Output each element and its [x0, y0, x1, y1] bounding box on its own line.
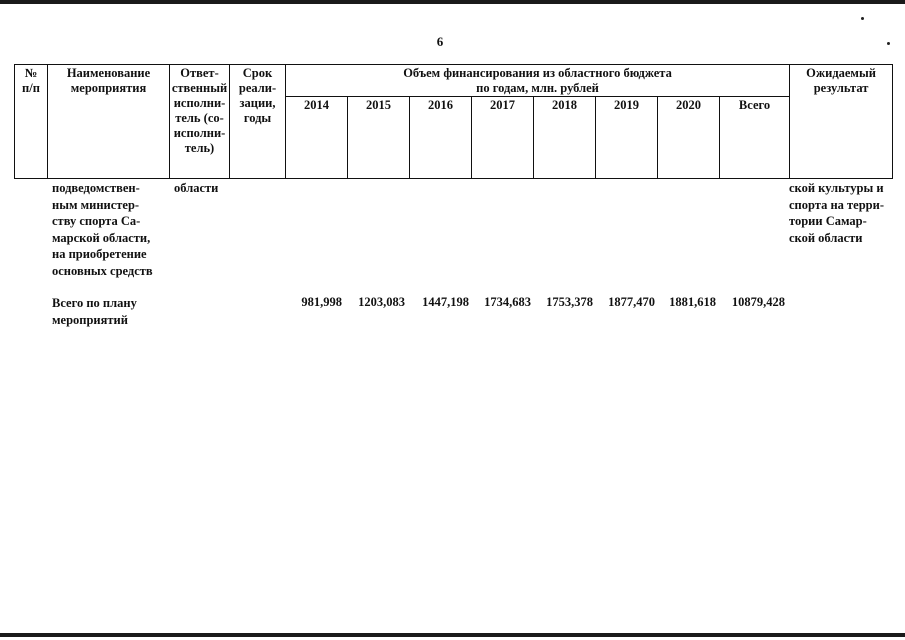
page-number: 6	[436, 34, 444, 49]
total-2017: 1734,683	[484, 295, 531, 309]
header-name-column: Наименование мероприятия	[48, 65, 170, 179]
funding-table-header	[14, 64, 893, 179]
scan-speck	[887, 42, 890, 45]
header-number-column: № п/п	[15, 65, 48, 179]
event-name-continuation: подведомствен- ным министер- ству спорта Са- марской области, на приобретение основных средств	[52, 181, 153, 278]
header-funding-group: Объем финансирования из областного бюджета по годам, млн. рублей	[286, 65, 790, 97]
bottom-scan-border	[0, 633, 905, 637]
header-term-column: Срок реали- зации, годы	[230, 65, 286, 179]
total-2014: 981,998	[301, 295, 342, 309]
top-scan-border	[0, 0, 905, 4]
header-year-cell: 2019	[596, 97, 658, 179]
result-continuation: ской культуры и спорта на терри- тории Самар- ской области	[789, 181, 884, 245]
header-total-cell: Всего	[720, 97, 790, 179]
header-year-cell: 2014	[286, 97, 348, 179]
header-year-cell: 2020	[658, 97, 720, 179]
total-2015: 1203,083	[358, 295, 405, 309]
total-2016: 1447,198	[422, 295, 469, 309]
total-row-label: Всего по плану мероприятий	[52, 296, 137, 327]
total-2020: 1881,618	[669, 295, 716, 309]
header-year-cell: 2015	[348, 97, 410, 179]
header-result-column: Ожидаемый результат	[790, 65, 893, 179]
scan-speck	[861, 17, 864, 20]
total-2018: 1753,378	[546, 295, 593, 309]
header-year-cell: 2016	[410, 97, 472, 179]
responsible-continuation: области	[174, 181, 219, 195]
header-responsible-column: Ответ- ственный исполни- тель (со- исполни- тель)	[170, 65, 230, 179]
header-year-cell: 2018	[534, 97, 596, 179]
total-all-years: 10879,428	[731, 295, 785, 309]
header-year-cell: 2017	[472, 97, 534, 179]
total-2019: 1877,470	[608, 295, 655, 309]
